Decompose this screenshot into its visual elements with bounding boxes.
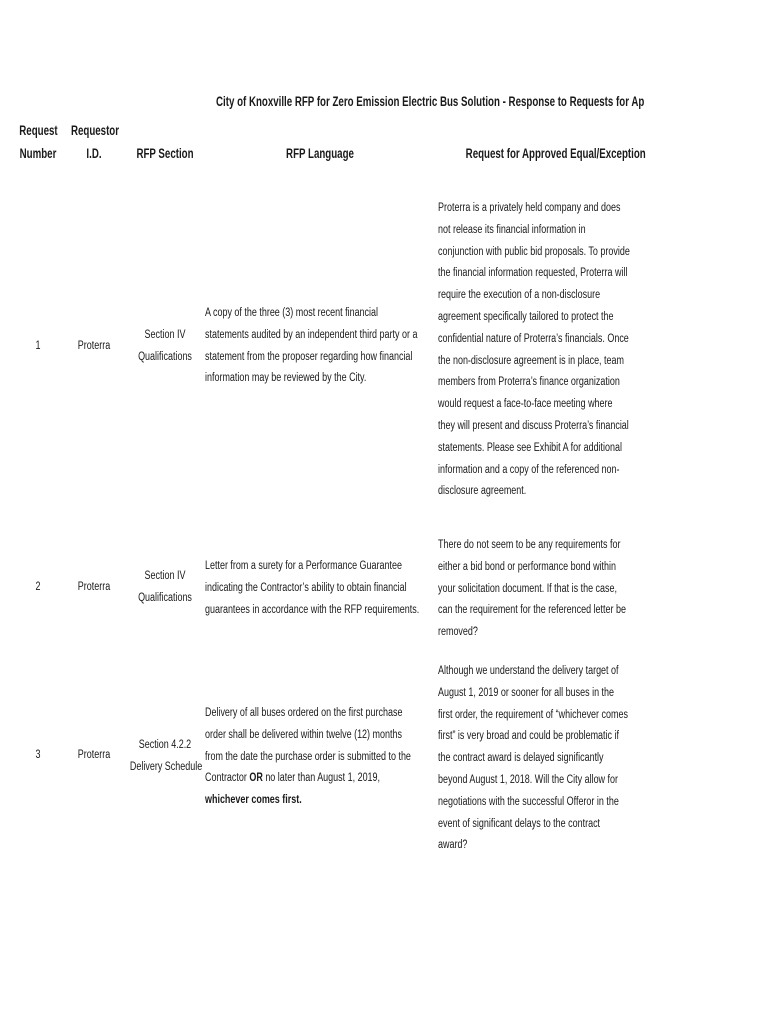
header-rfp-section-label: RFP Section xyxy=(136,146,194,161)
request-line: confidential nature of Proterra’s financials. Once xyxy=(438,332,629,345)
language-line: Delivery of all buses ordered on the first purchase xyxy=(205,707,403,719)
request-line: the contract award is delayed significantly xyxy=(438,752,604,765)
row-section xyxy=(120,566,210,610)
request-line: would request a face-to-face meeting where xyxy=(438,398,613,411)
row-rfp-language xyxy=(205,703,469,812)
row-number-text: 3 xyxy=(35,749,41,761)
language-line: statements audited by an independent third party or a xyxy=(205,328,418,341)
request-line: beyond August 1, 2018. Will the City allow for xyxy=(438,773,618,786)
header-number-label: Number xyxy=(19,146,57,161)
row-section-line: Section 4.2.2 xyxy=(138,739,192,751)
request-line: Proterra is a privately held company and does xyxy=(438,202,621,214)
request-line: negotiations with the successful Offeror in the xyxy=(438,795,619,808)
row-section-line: Qualifications xyxy=(138,350,192,363)
language-emphasis-or: OR xyxy=(249,772,263,785)
request-line: removed? xyxy=(438,626,478,639)
language-emphasis-line: whichever comes first. xyxy=(205,794,302,807)
header-requestor-id xyxy=(62,119,126,165)
language-line: information may be reviewed by the City. xyxy=(205,372,367,385)
header-rfp-section xyxy=(124,142,206,165)
request-line: August 1, 2019 or sooner for all buses in the xyxy=(438,686,615,699)
language-line: indicating the Contractor’s ability to obtain financial xyxy=(205,581,407,594)
header-request-label-text: Request for Approved Equal/Exception xyxy=(465,146,646,161)
row-requestor-text: Proterra xyxy=(77,340,111,352)
language-line: guarantees in accordance with the RFP requirements. xyxy=(205,603,420,616)
request-line: they will present and discuss Proterra’s financial xyxy=(438,419,629,432)
row-request xyxy=(438,535,650,644)
language-line: A copy of the three (3) most recent financial xyxy=(205,307,379,319)
request-line: members from Proterra’s finance organization xyxy=(438,376,620,389)
row-number-text: 2 xyxy=(35,581,41,593)
row-section-line: Section IV xyxy=(144,570,186,582)
language-line: order shall be delivered within twelve (12) months xyxy=(205,728,402,741)
language-fragment: no later than August 1, 2019, xyxy=(262,772,381,785)
request-line: first” is very broad and could be problematic if xyxy=(438,730,619,743)
document-title-text: City of Knoxville RFP for Zero Emission Electric Bus Solution - Response to Requests for Ap xyxy=(216,94,645,109)
request-line: Although we understand the delivery target of xyxy=(438,665,619,677)
request-line: require the execution of a non-disclosure xyxy=(438,289,601,302)
request-line: There do not seem to be any requirements for xyxy=(438,539,621,551)
header-rfp-language-label: RFP Language xyxy=(286,146,354,161)
row-rfp-language xyxy=(205,303,477,390)
request-line: award? xyxy=(438,839,468,852)
document-title xyxy=(216,94,646,109)
row-requestor xyxy=(62,745,126,767)
header-id-label: I.D. xyxy=(86,146,102,161)
row-number xyxy=(12,336,64,358)
row-section-line: Qualifications xyxy=(138,591,192,604)
language-line: statement from the proposer regarding how financial xyxy=(205,350,413,363)
language-line: from the date the purchase order is submitted to the xyxy=(205,750,411,763)
request-line: the financial information requested, Proterra will xyxy=(438,267,628,280)
row-requestor-text: Proterra xyxy=(77,581,111,593)
row-number-text: 1 xyxy=(35,340,41,352)
row-requestor xyxy=(62,577,126,599)
request-line: disclosure agreement. xyxy=(438,485,527,498)
language-line-mixed xyxy=(205,768,411,790)
row-section xyxy=(120,325,210,369)
request-line: agreement specifically tailored to protect the xyxy=(438,310,614,323)
row-number xyxy=(12,577,64,599)
row-number xyxy=(12,745,64,767)
request-line: either a bid bond or performance bond within xyxy=(438,560,617,573)
header-request-number xyxy=(12,119,64,165)
header-rfp-language xyxy=(204,142,436,165)
row-requestor-text: Proterra xyxy=(77,749,111,761)
row-request xyxy=(438,661,650,857)
request-line: conjunction with public bid proposals. To provide xyxy=(438,245,630,258)
row-request xyxy=(438,198,650,503)
request-line: statements. Please see Exhibit A for additional xyxy=(438,441,622,454)
language-fragment: Contractor xyxy=(205,772,250,785)
request-line: event of significant delays to the contract xyxy=(438,817,601,830)
row-section-line: Delivery Schedule xyxy=(129,760,203,773)
request-line: first order, the requirement of “whichever comes xyxy=(438,708,628,721)
header-requestor-label: Requestor xyxy=(70,123,120,138)
request-line: not release its financial information in xyxy=(438,223,586,236)
header-request xyxy=(436,142,648,165)
row-requestor xyxy=(62,336,126,358)
language-line: Letter from a surety for a Performance Guarantee xyxy=(205,560,402,572)
header-request-label: Request xyxy=(19,123,58,138)
request-line: information and a copy of the referenced non- xyxy=(438,463,620,476)
row-section-line: Section IV xyxy=(144,329,186,341)
request-line: the non-disclosure agreement is in place, team xyxy=(438,354,624,367)
row-section xyxy=(120,735,210,779)
request-line: can the requirement for the referenced letter be xyxy=(438,604,626,617)
request-line: your solicitation document. If that is the case, xyxy=(438,582,617,595)
